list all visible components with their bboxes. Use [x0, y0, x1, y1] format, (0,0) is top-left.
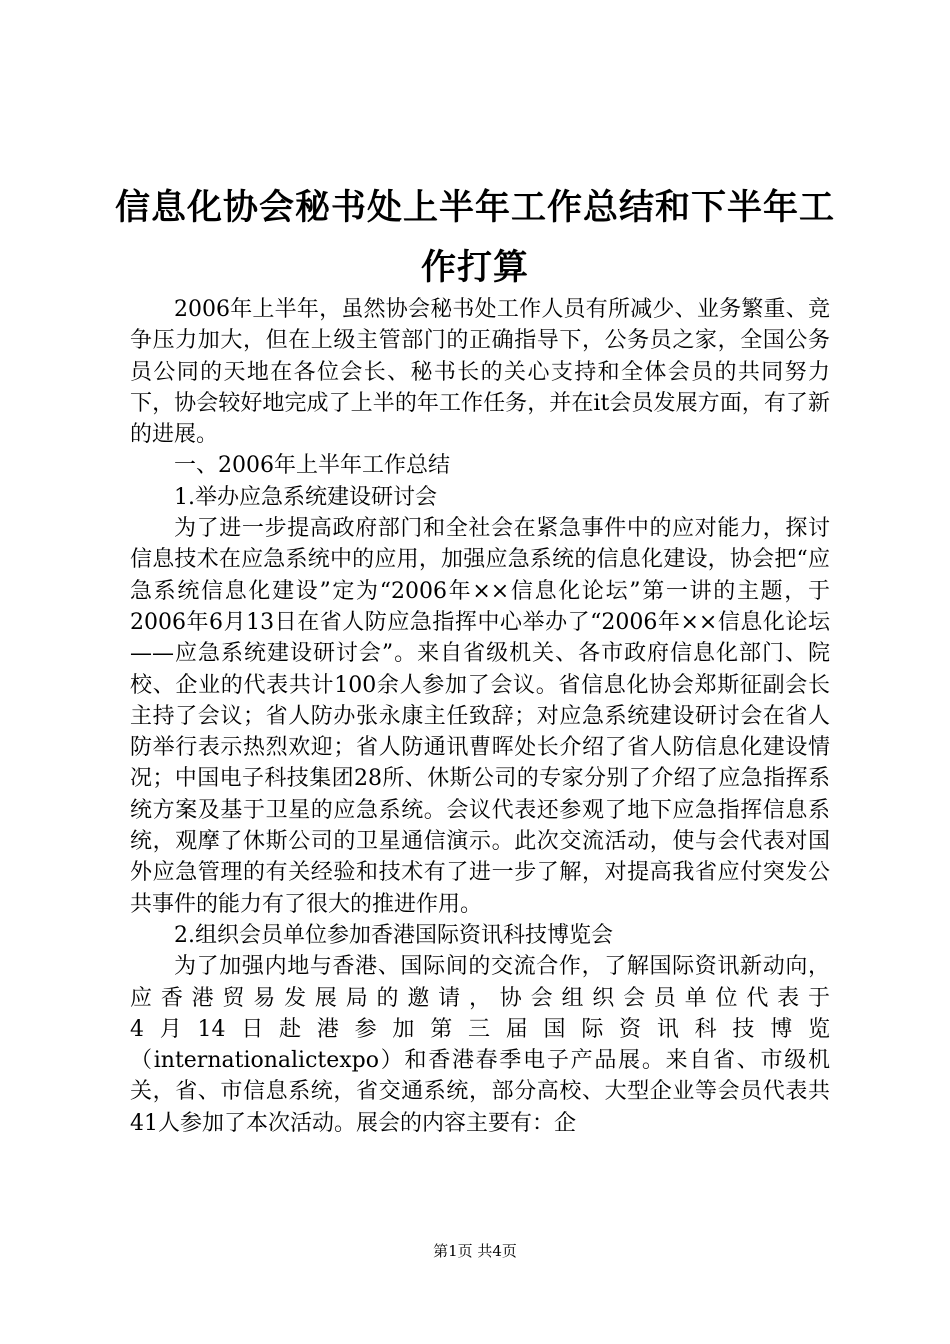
page-footer: 第1页 共4页: [433, 1242, 517, 1260]
paragraph-expo-part-1: 为了加强内地与香港、国际间的交流合作，了解国际资讯新动向，应香港贸易发展局的邀请，协会组织会员单位代表于: [130, 954, 830, 1011]
title-line-2: 作打算: [420, 248, 529, 288]
intro-paragraph: 2006年上半年，虽然协会秘书处工作人员有所减少、业务繁重、竞争压力加大，但在上级主管部门的正确指导下，公务员之家，全国公务员公同的天地在各位会长、秘书长的关心支持和全体会员的共同努力下，协会较好地完成了上半的年工作任务，并在it会员发展方面，有了新的进展。: [130, 297, 830, 448]
paragraph-expo-part-2: 4月14日赴港参加第三届国际资讯科技博览: [130, 1016, 830, 1042]
paragraph-expo-part-3: （internationalictexpo）和香港春季电子产品展。来自省、市级机关，省、市信息系统，省交通系统，部分高校、大型企业等会员代表共41人参加了本次活动。展会的内容主要有：企: [130, 1048, 830, 1136]
document-body: [130, 294, 830, 1139]
subsection-heading-2: 2.组织会员单位参加香港国际资讯科技博览会: [174, 922, 613, 948]
paragraph-forum: 为了进一步提高政府部门和全社会在紧急事件中的应对能力，探讨信息技术在应急系统中的应用，加强应急系统的信息化建设，协会把“应急系统信息化建设”定为“2006年××信息化论坛”第一讲的主题，于2006年6月13日在省人防应急指挥中心举办了“2006年××信息化论坛——应急系统建设研讨会”。来自省级机关、各市政府信息化部门、院校、企业的代表共计100余人参加了会议。省信息化协会郑斯征副会长主持了会议；省人防办张永康主任致辞；对应急系统建设研讨会在省人防举行表示热烈欢迎；省人防通讯曹晖处长介绍了省人防信息化建设情况；中国电子科技集团28所、休斯公司的专家分别了介绍了应急指挥系统方案及基于卫星的应急系统。会议代表还参观了地下应急指挥信息系统，观摩了休斯公司的卫星通信演示。此次交流活动，使与会代表对国外应急管理的有关经验和技术有了进一步了解，对提高我省应付突发公共事件的能力有了很大的推进作用。: [130, 516, 830, 917]
title-line-1: 信息化协会秘书处上半年工作总结和下半年工: [114, 188, 835, 228]
section-heading-1: 一、2006年上半年工作总结: [174, 453, 450, 479]
document-title: [100, 178, 850, 298]
subsection-heading-1: 1.举办应急系统建设研讨会: [174, 484, 437, 510]
